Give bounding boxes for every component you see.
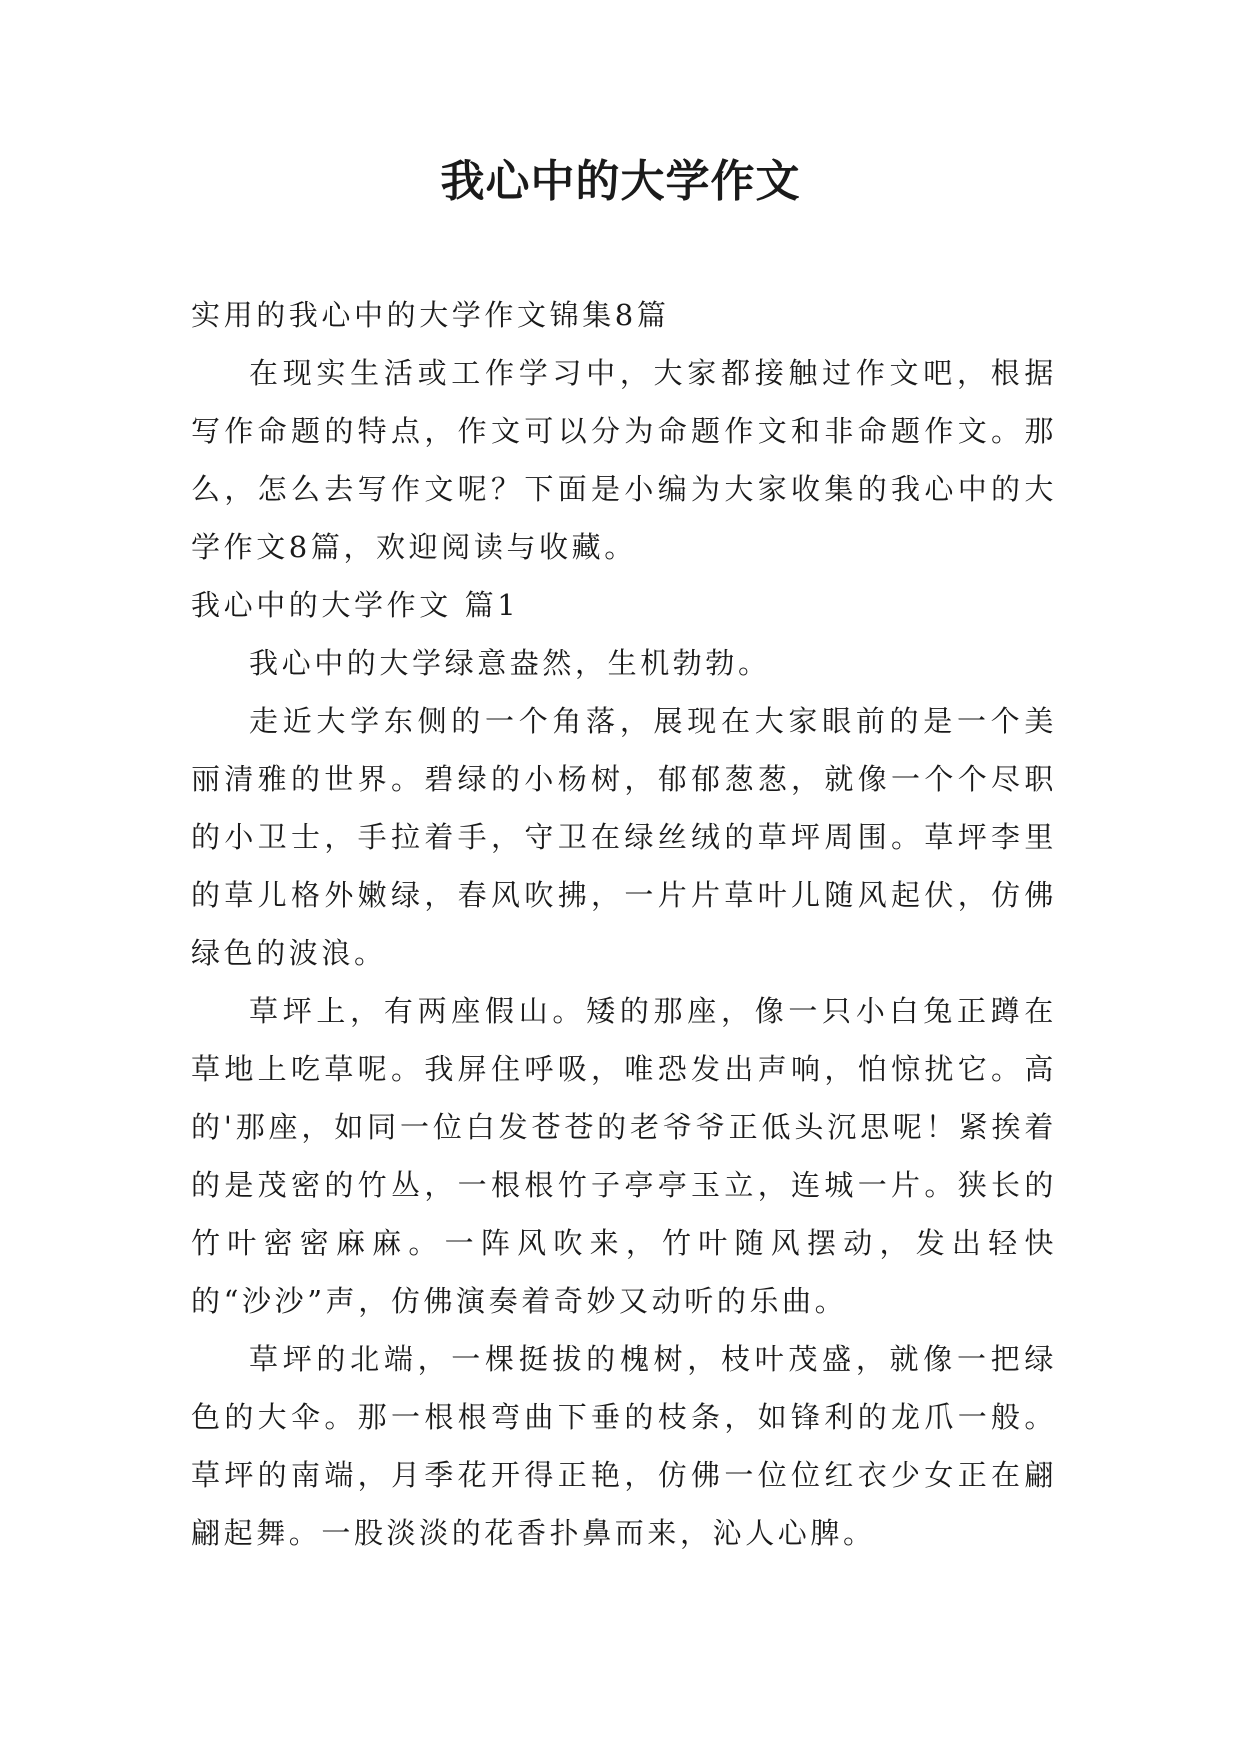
paragraph-intro: 在现实生活或工作学习中，大家都接触过作文吧，根据写作命题的特点，作文可以分为命题作文和非命题作文。那么，怎么去写作文呢？下面是小编为大家收集的我心中的大学作文8篇，欢迎阅读与收藏。 xyxy=(191,356,1057,564)
document-body xyxy=(191,286,1057,1562)
document-title: 我心中的大学作文 xyxy=(440,156,801,207)
paragraph: 走近大学东侧的一个角落，展现在大家眼前的是一个美丽清雅的世界。碧绿的小杨树，郁郁葱葱，就像一个个尽职的小卫士，手拉着手，守卫在绿丝绒的草坪周围。草坪李里的草儿格外嫩绿，春风吹拂，一片片草叶儿随风起伏，仿佛绿色的波浪。 xyxy=(191,704,1057,970)
paragraph-subtitle: 实用的我心中的大学作文锦集8篇 xyxy=(191,298,670,332)
paragraph: 草坪上，有两座假山。矮的那座，像一只小白兔正蹲在草地上吃草呢。我屏住呼吸，唯恐发出声响，怕惊扰它。高的'那座，如同一位白发苍苍的老爷爷正低头沉思呢！紧挨着的是茂密的竹丛，一根根竹子亭亭玉立，连城一片。狭长的竹叶密密麻麻。一阵风吹来，竹叶随风摆动，发出轻快的“沙沙”声，仿佛演奏着奇妙又动听的乐曲。 xyxy=(191,994,1057,1318)
paragraph: 我心中的大学绿意盎然，生机勃勃。 xyxy=(249,646,771,680)
paragraph: 草坪的北端，一棵挺拔的槐树，枝叶茂盛，就像一把绿色的大伞。那一根根弯曲下垂的枝条，如锋利的龙爪一般。草坪的南端，月季花开得正艳，仿佛一位位红衣少女正在翩翩起舞。一股淡淡的花香扑鼻而来，沁人心脾。 xyxy=(191,1342,1057,1550)
section-heading: 我心中的大学作文 篇1 xyxy=(191,588,520,622)
